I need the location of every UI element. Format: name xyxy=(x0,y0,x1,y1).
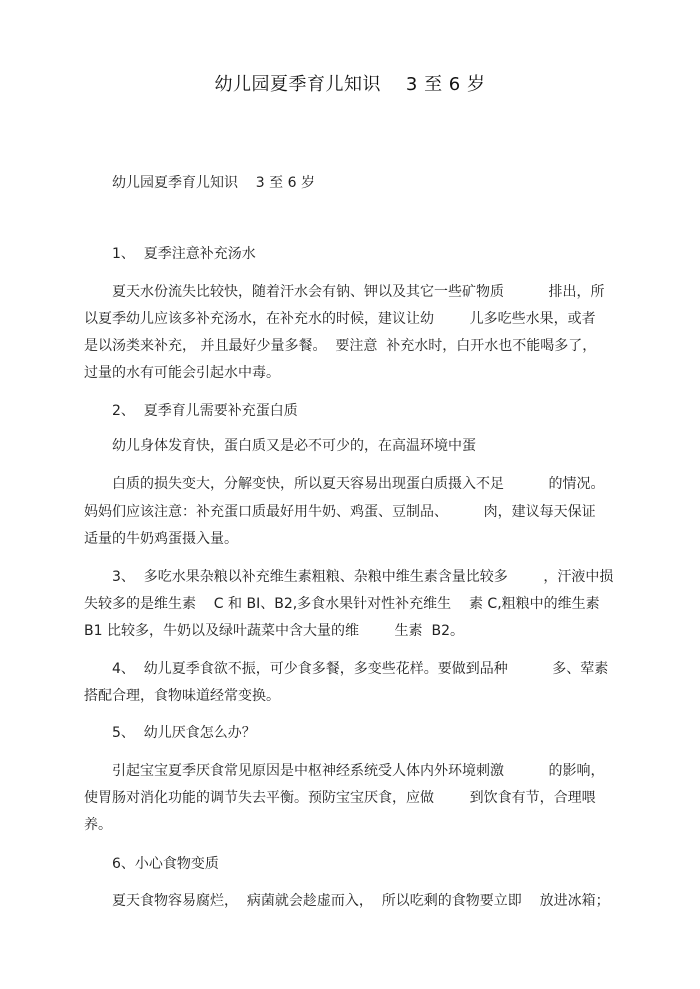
section-1-line-2: 以夏季幼儿应该多补充汤水，在补充水的时候，建议让幼 儿多吃些水果，或者 xyxy=(84,311,596,327)
section-heading-5: 5、 幼儿厌食怎么办？ xyxy=(112,725,256,741)
section-heading-1: 1、 夏季注意补充汤水 xyxy=(112,246,256,262)
section-1-line-1: 夏天水份流失比较快，随着汗水会有钠、钾以及其它一些矿物质 排出，所 xyxy=(112,284,605,300)
section-2-line-4: 适量的牛奶鸡蛋摄入量。 xyxy=(84,531,238,547)
section-4-line-1: 搭配合理，食物味道经常变换。 xyxy=(84,688,280,704)
section-3-line-1: 失较多的是维生素 C 和 BI、B2,多食水果针对性补充维生 素 C,粗粮中的维生素 xyxy=(84,596,600,612)
section-1-line-4: 过量的水有可能会引起水中毒。 xyxy=(84,365,280,381)
section-2-line-3: 妈妈们应该注意：补充蛋口质最好用牛奶、鸡蛋、豆制品、 肉，建议每天保证 xyxy=(84,504,596,520)
section-5-line-3: 养。 xyxy=(84,817,112,833)
section-5-line-1: 引起宝宝夏季厌食常见原因是中枢神经系统受人体内外环境刺激 的影响， xyxy=(112,763,605,779)
section-2-line-1: 幼儿身体发育快，蛋白质又是必不可少的，在高温环境中蛋 xyxy=(112,438,476,454)
section-5-line-2: 使胃肠对消化功能的调节失去平衡。预防宝宝厌食，应做 到饮食有节，合理喂 xyxy=(84,790,596,806)
section-1-line-3: 是以汤类来补充， 并且最好少量多餐。 要注意 补充水时，白开水也不能喝多了， xyxy=(84,338,597,354)
section-heading-2: 2、 夏季育儿需要补充蛋白质 xyxy=(112,403,298,419)
section-heading-6: 6、小心食物变质 xyxy=(112,856,219,872)
page-title: 幼儿园夏季育儿知识 3 至 6 岁 xyxy=(214,74,486,95)
section-2-line-2: 白质的损失变大，分解变快，所以夏天容易出现蛋白质摄入不足 的情况。 xyxy=(112,476,605,492)
section-heading-4: 4、 幼儿夏季食欲不振，可少食多餐，多变些花样。要做到品种 多、荤素 xyxy=(112,661,609,677)
document-subtitle: 幼儿园夏季育儿知识 3 至 6 岁 xyxy=(112,175,315,191)
section-6-line-1: 夏天食物容易腐烂， 病菌就会趁虚而入， 所以吃剩的食物要立即 放进冰箱； xyxy=(112,893,610,909)
section-3-line-2: B1 比较多，牛奶以及绿叶蔬菜中含大量的维 生素 B2。 xyxy=(84,623,464,639)
section-heading-3: 3、 多吃水果杂粮以补充维生素粗粮、杂粮中维生素含量比较多 ，汗液中损 xyxy=(112,569,614,585)
